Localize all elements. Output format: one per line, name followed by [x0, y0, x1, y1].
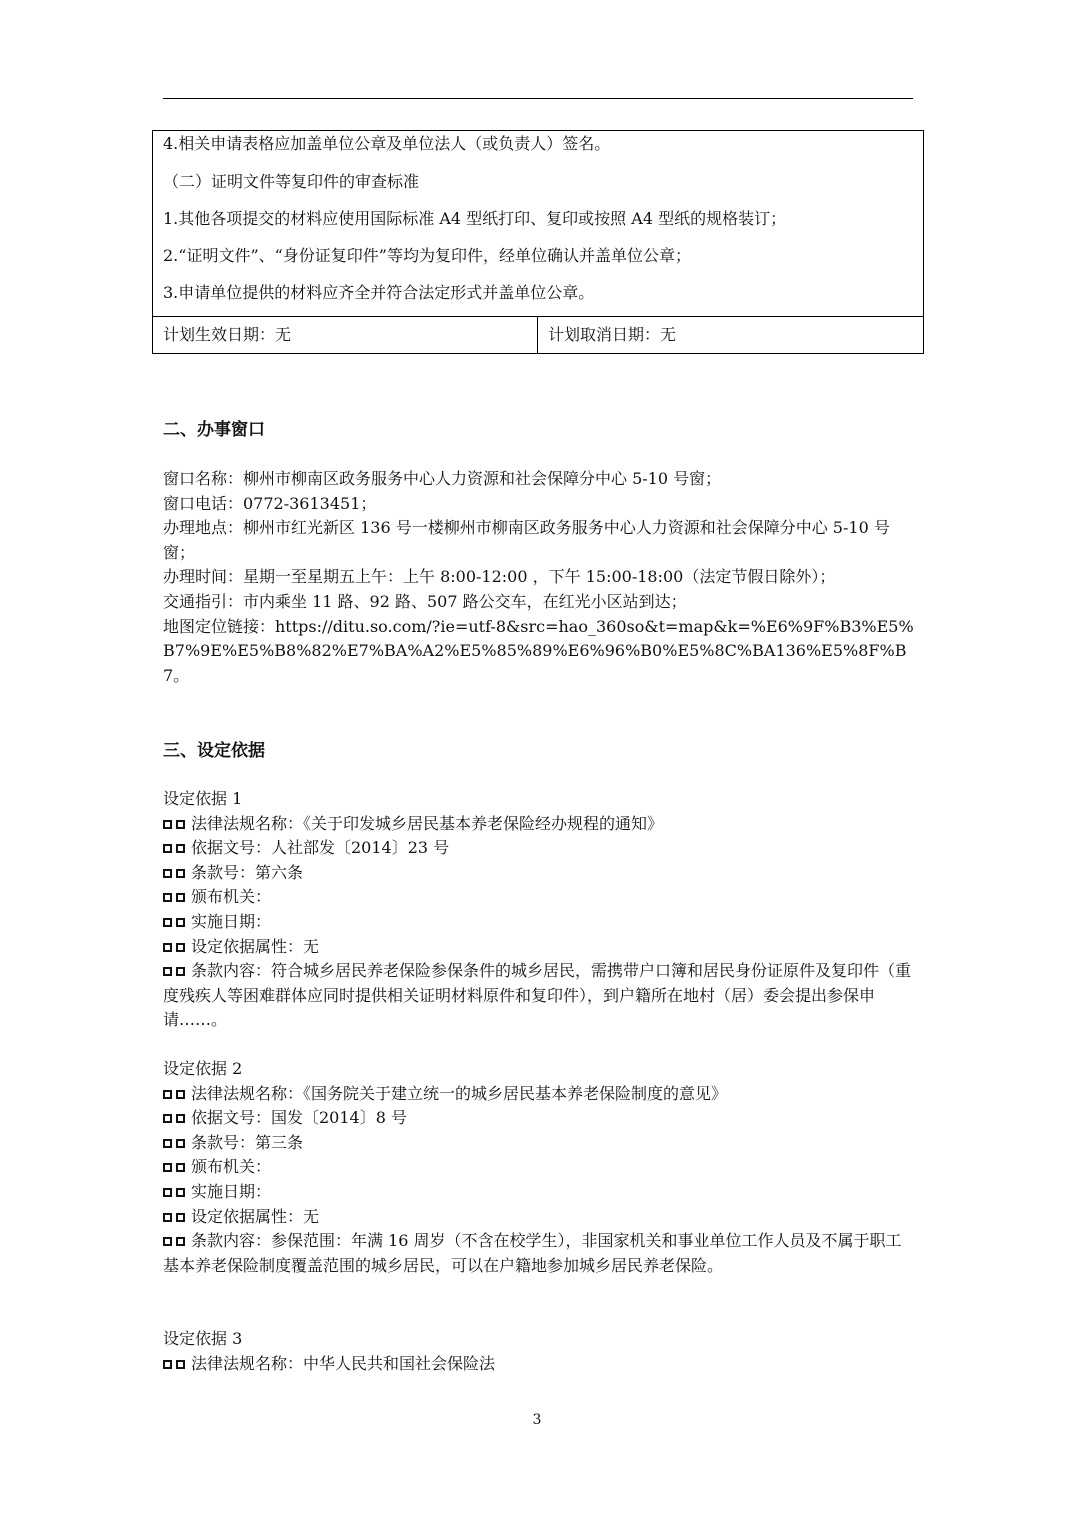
section-title-legal-basis: 三、设定依据: [163, 741, 265, 761]
section-title-service-window: 二、办事窗口: [163, 420, 265, 440]
basis-item: 条款号：第六条: [163, 861, 915, 886]
legal-basis-3: [163, 1327, 915, 1376]
checkbox-icon: [163, 820, 172, 829]
table-line: （二）证明文件等复印件的审查标准: [163, 172, 420, 191]
basis-heading: 设定依据 3: [163, 1329, 243, 1348]
basis-item: 条款内容：参保范围：年满 16 周岁（不含在校学生），非国家机关和事业单位工作人员及不属于职工基本养老保险制度覆盖范围的城乡居民，可以在户籍地参加城乡居民养老保险。: [163, 1231, 902, 1275]
legal-basis-1: [163, 787, 915, 1033]
checkbox-icon: [163, 1163, 172, 1172]
checkbox-icon: [163, 869, 172, 878]
checkbox-icon: [176, 1360, 185, 1369]
checkbox-icon: [163, 1139, 172, 1148]
basis-heading: 设定依据 1: [163, 789, 243, 808]
checkbox-icon: [163, 893, 172, 902]
window-transit: 交通指引：市内乘坐 11 路、92 路、507 路公交车，在红光小区站到达；: [163, 591, 687, 611]
basis-heading: 设定依据 2: [163, 1059, 243, 1078]
checkbox-icon: [176, 1139, 185, 1148]
basis-item: 条款内容：符合城乡居民养老保险参保条件的城乡居民，需携带户口簿和居民身份证原件及复印件（重度残疾人等困难群体应同时提供相关证明材料原件和复印件），到户籍所在地村（居）委会提出参保申请……。: [163, 961, 912, 1030]
window-map-link: 地图定位链接：https://ditu.so.com/?ie=utf-8&src=hao_360so&t=map&k=%E6%9F%B3%E5%B7%9E%E5%B8%82%E7%BA%A2%E5%85%89%E6%96%B0%E5%8C%BA136%E5%8F%B7。: [163, 616, 914, 685]
page-number: 3: [532, 1412, 542, 1428]
requirements-table: [152, 130, 924, 354]
checkbox-icon: [163, 844, 172, 853]
checkbox-icon: [176, 918, 185, 927]
basis-item: 依据文号：国发〔2014〕8 号: [163, 1106, 915, 1131]
basis-item: 依据文号：人社部发〔2014〕23 号: [163, 836, 915, 861]
checkbox-icon: [163, 1360, 172, 1369]
effective-date-cell: 计划生效日期：无: [153, 317, 538, 354]
basis-item: 法律法规名称：《关于印发城乡居民基本养老保险经办规程的通知》: [163, 812, 915, 837]
checkbox-icon: [176, 967, 185, 976]
basis-item: 设定依据属性：无: [163, 935, 915, 960]
window-address: 办理地点：柳州市红光新区 136 号一楼柳州市柳南区政务服务中心人力资源和社会保障分中心 5-10 号窗；: [163, 518, 890, 562]
checkbox-icon: [176, 1114, 185, 1123]
checkbox-icon: [176, 844, 185, 853]
basis-item: 颁布机关：: [163, 885, 915, 910]
checkbox-icon: [163, 1114, 172, 1123]
basis-item: 颁布机关：: [163, 1155, 915, 1180]
checkbox-icon: [176, 893, 185, 902]
checkbox-icon: [176, 943, 185, 952]
header-rule: [163, 98, 913, 99]
basis-item: 设定依据属性：无: [163, 1205, 915, 1230]
checkbox-icon: [163, 1090, 172, 1099]
checkbox-icon: [163, 1213, 172, 1222]
basis-item: 实施日期：: [163, 1180, 915, 1205]
window-phone: 窗口电话：0772-3613451；: [163, 493, 377, 513]
basis-item: 法律法规名称：《国务院关于建立统一的城乡居民基本养老保险制度的意见》: [163, 1082, 915, 1107]
checkbox-icon: [163, 967, 172, 976]
checkbox-icon: [176, 869, 185, 878]
legal-basis-2: [163, 1057, 915, 1278]
service-window-block: [163, 467, 915, 688]
table-line: 3.申请单位提供的材料应齐全并符合法定形式并盖单位公章。: [163, 283, 595, 302]
checkbox-icon: [163, 1237, 172, 1246]
checkbox-icon: [176, 1090, 185, 1099]
checkbox-icon: [163, 918, 172, 927]
basis-item: 条款号：第三条: [163, 1131, 915, 1156]
checkbox-icon: [176, 1163, 185, 1172]
basis-item: 法律法规名称：中华人民共和国社会保险法: [163, 1352, 915, 1377]
table-line: 4.相关申请表格应加盖单位公章及单位法人（或负责人）签名。: [163, 134, 611, 153]
review-standards-cell: [153, 131, 924, 317]
checkbox-icon: [176, 1213, 185, 1222]
checkbox-icon: [163, 943, 172, 952]
basis-item: 实施日期：: [163, 910, 915, 935]
window-name: 窗口名称：柳州市柳南区政务服务中心人力资源和社会保障分中心 5-10 号窗；: [163, 469, 722, 488]
table-line: 1.其他各项提交的材料应使用国际标准 A4 型纸打印、复印或按照 A4 型纸的规格装订；: [163, 209, 787, 228]
checkbox-icon: [176, 1237, 185, 1246]
checkbox-icon: [176, 1188, 185, 1197]
cancel-date-cell: 计划取消日期：无: [538, 317, 924, 354]
table-line: 2.“证明文件”、“身份证复印件”等均为复印件，经单位确认并盖单位公章；: [163, 246, 691, 265]
checkbox-icon: [176, 820, 185, 829]
window-hours: 办理时间：星期一至星期五上午：上午 8:00-12:00 ，下午 15:00-18:00（法定节假日除外）；: [163, 567, 836, 587]
checkbox-icon: [163, 1188, 172, 1197]
